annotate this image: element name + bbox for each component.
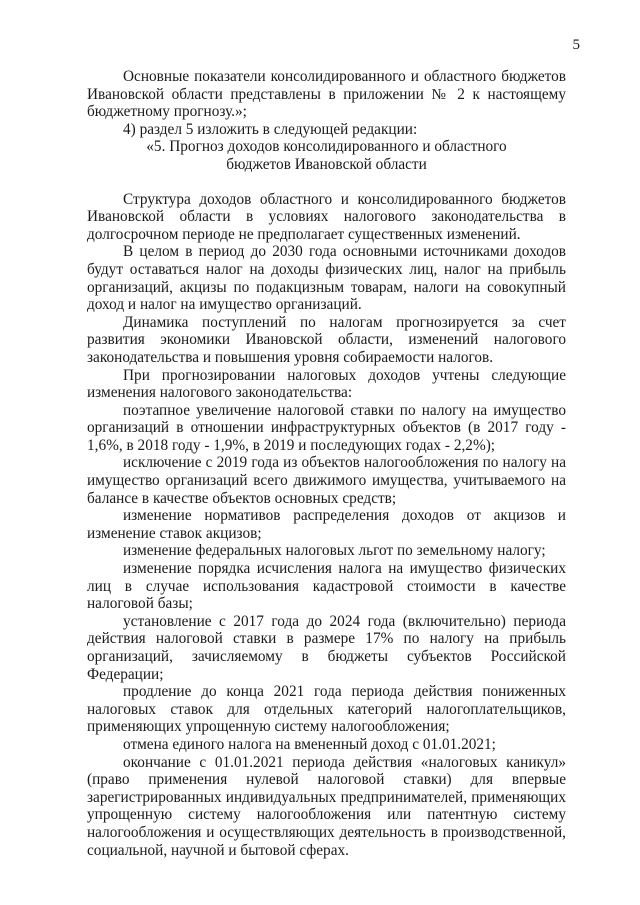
document-body — [87, 68, 566, 859]
list-item-profit-tax-rate: установление с 2017 года до 2024 года (включительно) периода действия налоговой ставки в размере 17% по налогу на прибыль организаций, зачисляемому в бюджеты субъектов Российской Федерации; — [87, 612, 566, 683]
list-item-individual-property-tax: изменение порядка исчисления налога на имущество физических лиц в случае использования кадастровой стоимости в качестве налоговой базы; — [87, 560, 566, 613]
section-heading-line-2: бюджетов Ивановской области — [226, 155, 427, 173]
paragraph-main-sources: В целом в период до 2030 года основными источниками доходов будут оставаться налог на доходы физических лиц, налог на прибыль организаций, акцизы по подакцизным товарам, налоги на совокупный доход и налог на имущество организаций. — [87, 243, 566, 314]
list-item-excise-norms: изменение нормативов распределения доходов от акцизов и изменение ставок акцизов; — [87, 507, 566, 542]
list-item-movable-property-exclusion: исключение с 2019 года из объектов налогообложения по налогу на имущество организаций всего движимого имущества, учитываемого на балансе в качестве объектов основных средств; — [87, 454, 566, 507]
list-item-reduced-rates-extension: продление до конца 2021 года периода действия пониженных налоговых ставок для отдельных категорий налогоплательщиков, применяющих упрощенную систему налогообложения; — [87, 683, 566, 736]
paragraph-legislation-changes-intro: При прогнозировании налоговых доходов учтены следующие изменения налогового законодательства: — [87, 366, 566, 402]
paragraph-section-amendment: 4) раздел 5 изложить в следующей редакции: — [123, 120, 418, 138]
list-item-tax-holidays-end: окончание с 01.01.2021 периода действия «налоговых каникул» (право применения нулевой налоговой ставки) для впервые зарегистрированных индивидуальных предпринимателей, применяющих упрощенную систему налогообложения или патентную систему налогообложения и осуществляющих деятельность в производственной, социальной, научной и бытовой сферах. — [87, 753, 566, 859]
paragraph-tax-dynamics: Динамика поступлений по налогам прогнозируется за счет развития экономики Ивановской области, изменений налогового законодательства и повышения уровня собираемости налогов. — [87, 313, 566, 366]
list-item-property-tax-rate: поэтапное увеличение налоговой ставки по налогу на имущество организаций в отношении инфраструктурных объектов (в 2017 году - 1,6%, в 2018 году - 1,9%, в 2019 и последующих годах - 2,2%); — [87, 401, 566, 454]
list-item-imputed-tax-cancellation: отмена единого налога на вмененный доход с 01.01.2021; — [123, 735, 496, 753]
paragraph-budget-indicators: Основные показатели консолидированного и областного бюджетов Ивановской области представлены в приложении № 2 к настоящему бюджетному прогнозу.»; — [87, 68, 566, 121]
section-heading-line-1: «5. Прогноз доходов консолидированного и областного — [146, 138, 507, 156]
list-item-land-tax-benefits: изменение федеральных налоговых льгот по земельному налогу; — [123, 542, 546, 560]
page-number: 5 — [572, 37, 580, 53]
paragraph-revenue-structure: Структура доходов областного и консолидированного бюджетов Ивановской области в условиях налогового законодательства в долгосрочном периоде не предполагает существенных изменений. — [87, 190, 566, 243]
heading-spacer — [87, 174, 566, 191]
